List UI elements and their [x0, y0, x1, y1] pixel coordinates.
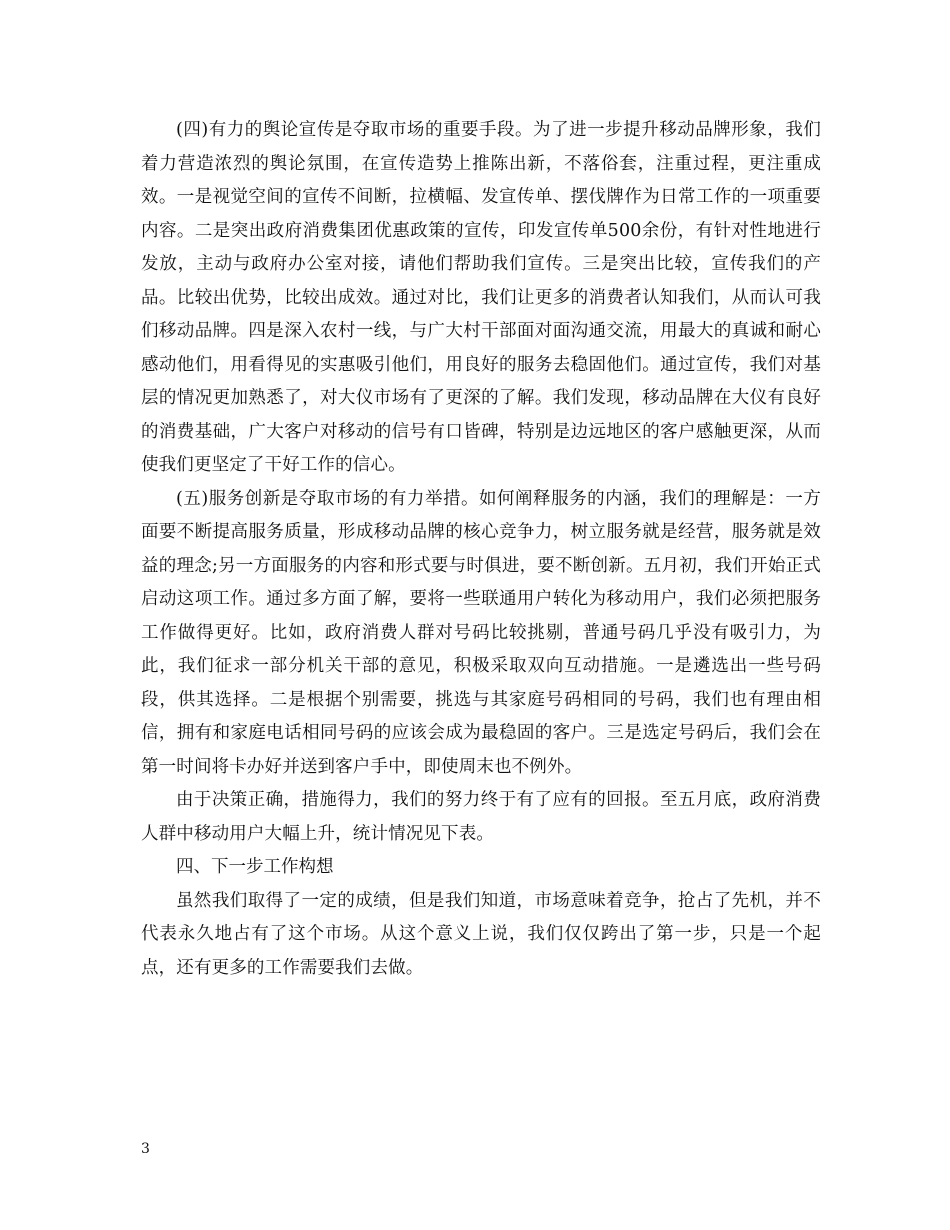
paragraph-publicity: (四)有力的舆论宣传是夺取市场的重要手段。为了进一步提升移动品牌形象，我们着力营造浓烈的舆论氛围，在宣传造势上推陈出新，不落俗套，注重过程，更注重成效。一是视觉空间的宣传不间断，拉横幅、发宣传单、摆伐牌作为日常工作的一项重要内容。二是突出政府消费集团优惠政策的宣传，印发宣传单500余份，有针对性地进行发放，主动与政府办公室对接，请他们帮助我们宣传。三是突出比较，宣传我们的产品。比较出优势，比较出成效。通过对比，我们让更多的消费者认知我们，从而认可我们移动品牌。四是深入农村一线，与广大村干部面对面沟通交流，用最大的真诚和耐心感动他们，用看得见的实惠吸引他们，用良好的服务去稳固他们。通过宣传，我们对基层的情况更加熟悉了，对大仪市场有了更深的了解。我们发现，移动品牌在大仪有良好的消费基础，广大客户对移动的信号有口皆碑，特别是边远地区的客户感触更深，从而使我们更坚定了干好工作的信心。: [141, 120, 821, 475]
page-number: 3: [141, 1141, 150, 1157]
section-heading: 四、下一步工作构想: [176, 857, 334, 877]
paragraph-service-innovation: (五)服务创新是夺取市场的有力举措。如何阐释服务的内涵，我们的理解是：一方面要不断提高服务质量，形成移动品牌的核心竞争力，树立服务就是经营，服务就是效益的理念;另一方面服务的内容和形式要与时俱进，要不断创新。五月初，我们开始正式启动这项工作。通过多方面了解，要将一些联通用户转化为移动用户，我们必须把服务工作做得更好。比如，政府消费人群对号码比较挑剔，普通号码几乎没有吸引力，为此，我们征求一部分机关干部的意见，积极采取双向互动措施。一是遴选出一些号码段，供其选择。二是根据个别需要，挑选与其家庭号码相同的号码，我们也有理由相信，拥有和家庭电话相同号码的应该会成为最稳固的客户。三是选定号码后，我们会在第一时间将卡办好并送到客户手中，即使周末也不例外。: [141, 488, 821, 777]
paragraph-results: 由于决策正确，措施得力，我们的努力终于有了应有的回报。至五月底，政府消费人群中移动用户大幅上升，统计情况见下表。: [141, 790, 821, 844]
paragraph-closing: 虽然我们取得了一定的成绩，但是我们知道，市场意味着竞争，抢占了先机，并不代表永久地占有了这个市场。从这个意义上说，我们仅仅跨出了第一步，只是一个起点，还有更多的工作需要我们去做。: [141, 890, 821, 978]
document-body: [141, 114, 821, 985]
